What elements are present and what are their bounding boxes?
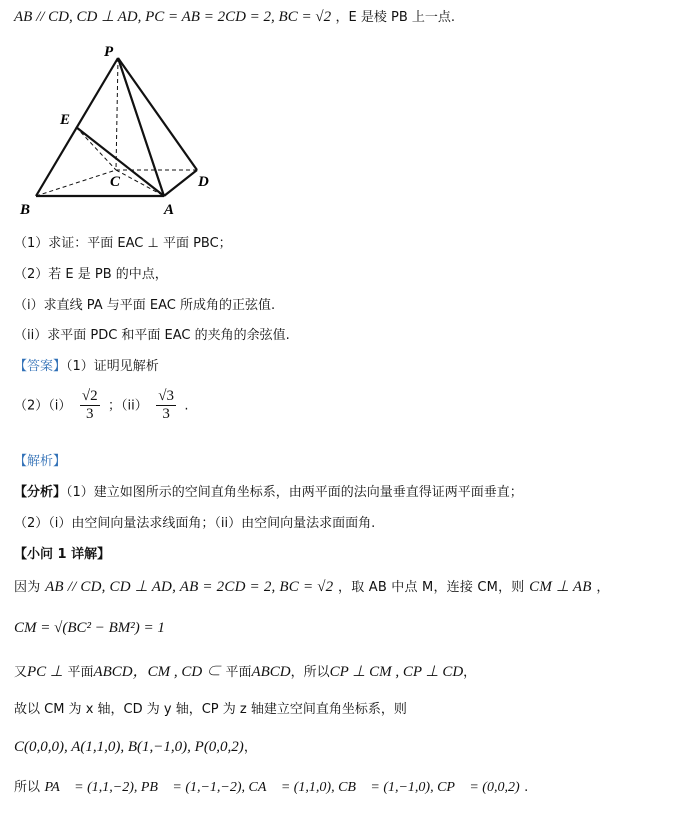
question-2-ii: （ii）求平面 PDC 和平面 EAC 的夹角的余弦值. [14, 328, 290, 343]
solution-3-math: PC ⊥ [27, 664, 63, 680]
answer-1: （1）证明见解析 [66, 359, 159, 374]
condition-tail: ，E 是棱 PB 上一点. [335, 10, 456, 25]
answer-line-1 [14, 355, 159, 374]
label-D: D [198, 174, 209, 190]
fenxi-line-2: （2）（i）由空间向量法求线面角；（ii）由空间向量法求面面角. [14, 516, 376, 531]
answer-2-i-fraction [80, 388, 100, 423]
xiaowen-tag: 【小问 1 详解】 [14, 547, 111, 562]
solution-1-mid: ，取 AB 中点 M，连接 CM，则 [338, 580, 525, 595]
solution-3-mid: 平面 [67, 665, 94, 680]
fenxi-text: （1）建立如图所示的空间直角坐标系，由两平面的法向量垂直得证两平面垂直； [66, 485, 523, 500]
solution-1-math: AB // CD, CD ⊥ AD, AB = 2CD = 2, BC = √2 [45, 579, 334, 595]
label-C: C [110, 174, 121, 190]
answer-2-i-denominator: 3 [85, 406, 94, 422]
solution-line-6 [14, 776, 528, 796]
question-1: （1）求证：平面 EAC ⊥ 平面 PBC； [14, 236, 232, 251]
solution-6-end: . [524, 780, 529, 795]
solution-line-2: CM = √(BC² − BM²) = 1 [14, 620, 165, 636]
solution-3-math3: ABCD [251, 664, 291, 680]
answer-2-ii-numerator: √3 [158, 388, 174, 404]
solution-line-5 [14, 736, 257, 756]
solution-5-end: ， [243, 740, 257, 755]
analysis-tag-line [14, 450, 66, 469]
answer-2-end: . [184, 398, 189, 414]
label-B: B [20, 202, 31, 218]
problem-condition [14, 6, 455, 26]
solution-6-prefix: 所以 [14, 780, 41, 795]
answer-2-i-numerator: √2 [81, 388, 98, 404]
xiaowen-line [14, 543, 110, 562]
solution-6-math: PA⃗ = (1,1,−2), PB⃗ = (1,−1,−2), CA⃗ = (1,1,0), CB⃗ = (1,−1,0), CP⃗ = (0,0,2) [44, 780, 520, 795]
solution-5-math: C(0,0,0), A(1,1,0), B(1,−1,0), P(0,0,2) [14, 739, 244, 755]
label-E: E [60, 112, 71, 128]
edge-EC [76, 127, 116, 170]
answer-tag: 【答案】 [14, 359, 67, 374]
fenxi-line [14, 481, 523, 500]
solution-1-math2: CM ⊥ AB [529, 579, 592, 595]
answer-2-ii-fraction [156, 388, 176, 423]
solution-3-end: ， [463, 665, 477, 680]
label-A: A [164, 202, 175, 218]
solution-3-math2: ABCD，CM , CD ⊂ [93, 664, 221, 680]
answer-2-sep: ；（ii） [108, 398, 148, 414]
question-2-i: （i）求直线 PA 与平面 EAC 所成角的正弦值. [14, 298, 276, 313]
solution-3-math4: CP ⊥ CM , CP ⊥ CD [329, 664, 464, 680]
edge-PD [118, 58, 197, 170]
label-P: P [104, 44, 114, 60]
question-2: （2）若 E 是 PB 的中点， [14, 267, 168, 282]
answer-2-prefix: （2）（i） [14, 398, 72, 414]
solution-1-prefix: 因为 [14, 580, 41, 595]
analysis-tag: 【解析】 [14, 454, 67, 469]
solution-3-mid2: 平面 [225, 665, 252, 680]
condition-math: AB // CD, CD ⊥ AD, PC = AB = 2CD = 2, BC = √2 [14, 9, 332, 25]
fenxi-tag: 【分析】 [14, 485, 67, 500]
solution-3-prefix: 又 [14, 665, 28, 680]
pyramid-figure [14, 38, 224, 220]
solution-1-end: ， [596, 580, 610, 595]
edge-AD [164, 170, 197, 196]
solution-line-3 [14, 660, 476, 681]
answer-line-2 [14, 388, 189, 423]
solution-line-4: 故以 CM 为 x 轴，CD 为 y 轴，CP 为 z 轴建立空间直角坐标系，则 [14, 702, 407, 717]
edge-PC [116, 58, 118, 170]
solution-3-mid3: ，所以 [290, 665, 330, 680]
solution-line-1 [14, 576, 610, 596]
answer-2-ii-denominator: 3 [162, 406, 170, 422]
